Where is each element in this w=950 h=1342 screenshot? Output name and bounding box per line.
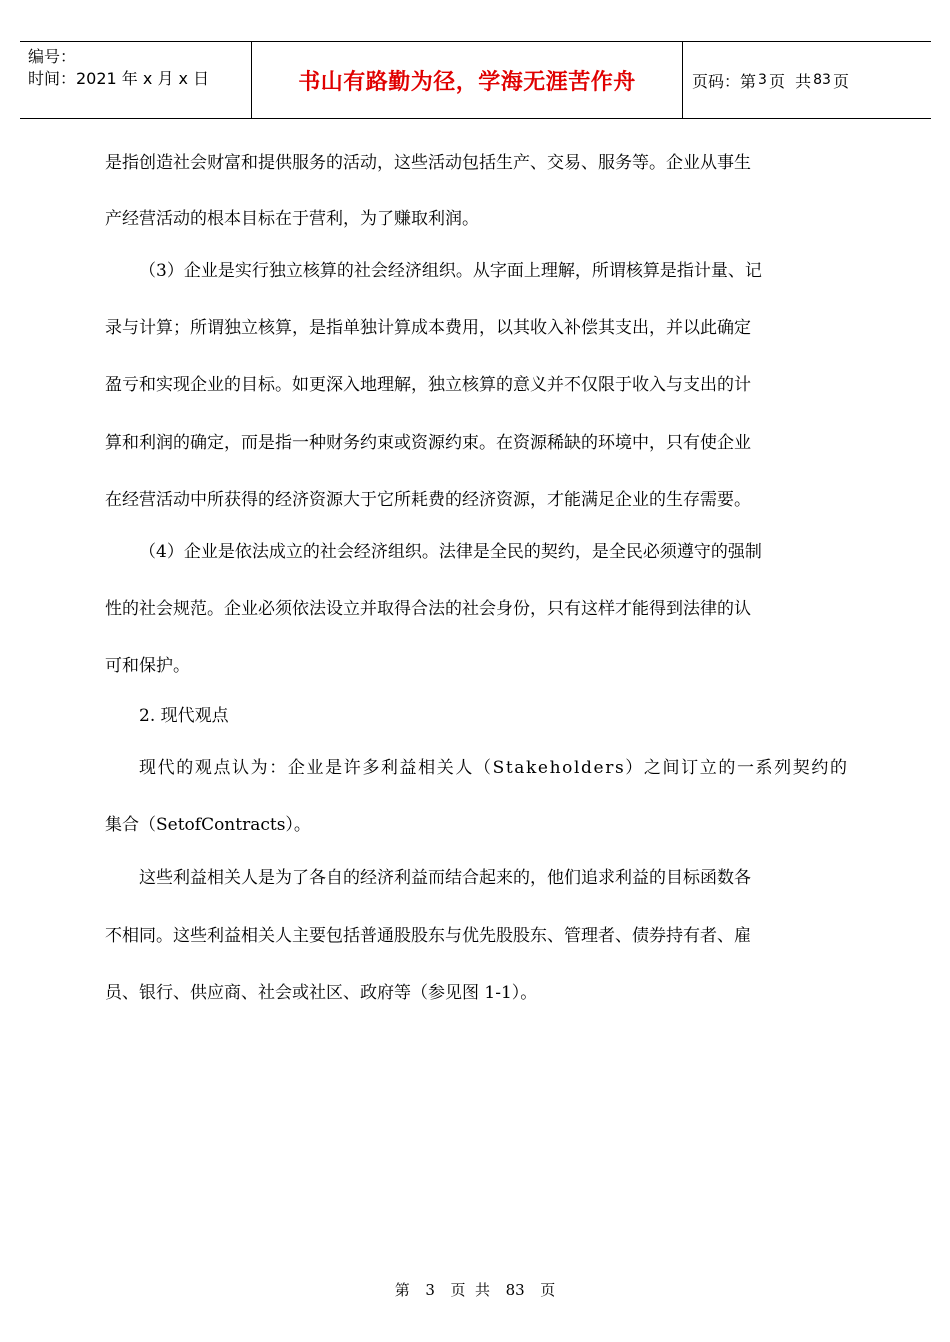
header-page-prefix: 页码：第 [692,71,757,91]
body-line: 集合（SetofContracts）。 [105,815,311,835]
footer-page-total: 83 [505,1281,525,1299]
header-page-current: 3 [758,72,767,88]
body-line: 现代的观点认为：企业是许多利益相关人（Stakeholders）之间订立的一系列契约的 [139,758,849,778]
body-line: 性的社会规范。企业必须依法设立并取得合法的社会身份，只有这样才能得到法律的认 [105,599,751,619]
body-line: 录与计算；所谓独立核算，是指单独计算成本费用，以其收入补偿其支出，并以此确定 [105,318,751,338]
header-page-info [692,42,849,118]
body-line: 员、银行、供应商、社会或社区、政府等（参见图 1-1）。 [105,983,538,1003]
header-page-mid: 页 共 [768,71,812,91]
body-line: （3）企业是实行独立核算的社会经济组织。从字面上理解，所谓核算是指计量、记 [139,261,762,281]
footer-page-suffix: 页 [540,1281,556,1299]
section-heading: 2. 现代观点 [139,706,229,726]
body-line: 是指创造社会财富和提供服务的活动，这些活动包括生产、交易、服务等。企业从事生 [105,153,751,173]
header-page-suffix: 页 [832,71,849,91]
footer-page-current: 3 [425,1281,435,1299]
body-line: 在经营活动中所获得的经济资源大于它所耗费的经济资源，才能满足企业的生存需要。 [105,490,751,510]
body-line: 产经营活动的根本目标在于营利，为了赚取利润。 [105,209,479,229]
document-time-label: 时间：2021 年 x 月 x 日 [28,69,210,88]
footer-page-prefix: 第 [394,1281,410,1299]
header-divider-right [682,42,683,118]
body-line: 算和利润的确定，而是指一种财务约束或资源约束。在资源稀缺的环境中，只有使企业 [105,433,751,453]
header-page-total: 83 [813,72,831,88]
body-line: 这些利益相关人是为了各自的经济利益而结合起来的，他们追求利益的目标函数各 [139,868,751,888]
body-line: 不相同。这些利益相关人主要包括普通股股东与优先股股东、管理者、债券持有者、雇 [105,926,751,946]
body-line: 盈亏和实现企业的目标。如更深入地理解，独立核算的意义并不仅限于收入与支出的计 [105,375,751,395]
footer-page-mid: 页 共 [450,1281,490,1299]
body-line: 可和保护。 [105,656,190,676]
page-footer [0,1279,950,1300]
page-header [20,41,931,119]
header-motto: 书山有路勤为径，学海无涯苦作舟 [298,69,636,95]
document-number-label: 编号： [28,47,77,66]
header-meta [28,46,253,90]
body-line: （4）企业是依法成立的社会经济组织。法律是全民的契约，是全民必须遵守的强制 [139,542,762,562]
